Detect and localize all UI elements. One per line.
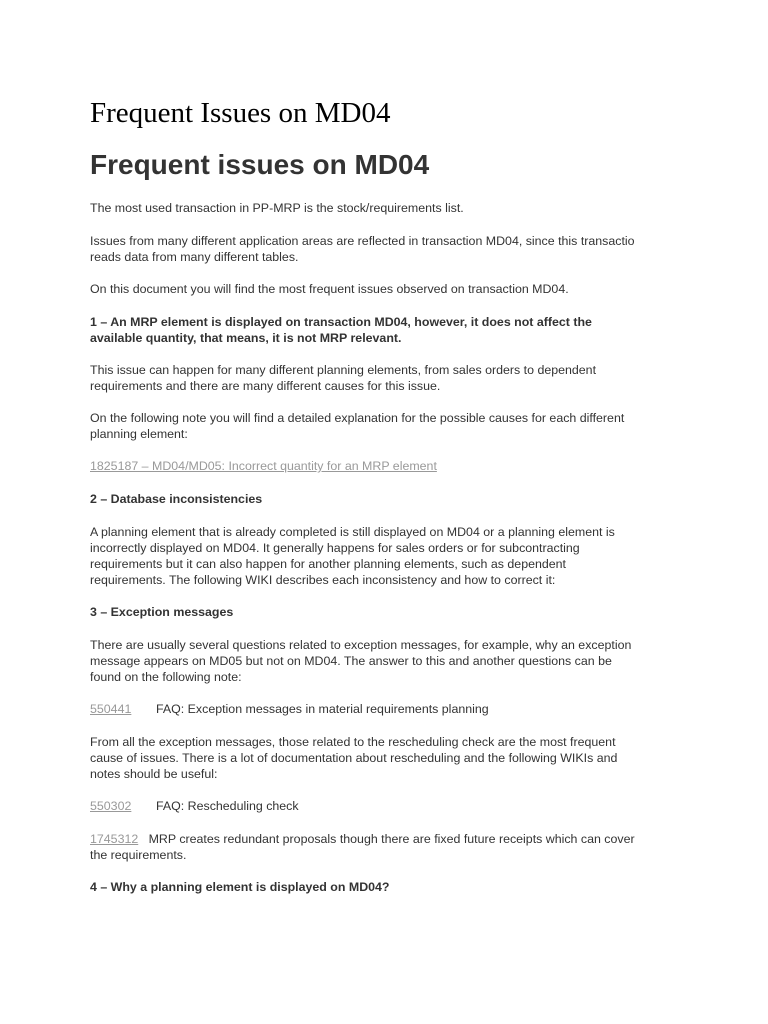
note-1825187-link[interactable]: 1825187 – MD04/MD05: Incorrect quantity for an MRP element [90, 459, 437, 473]
note-1745312-text-line-1: MRP creates redundant proposals though there are fixed future receipts which can cover [148, 832, 635, 846]
section-3-heading: 3 – Exception messages [90, 605, 234, 619]
section-3-paragraph-1: There are usually several questions related to exception messages, for example, why an exception message appears on MD05 but not on MD04. The answer to this and another questions can be found on the following note: [90, 638, 632, 684]
section-3-note-550441 [90, 701, 768, 717]
intro-paragraph-1: The most used transaction in PP-MRP is the stock/requirements list. [90, 201, 464, 215]
section-1-paragraph-2: On the following note you will find a detailed explanation for the possible causes for each different planning element: [90, 411, 625, 441]
section-2-heading: 2 – Database inconsistencies [90, 492, 263, 506]
main-heading: Frequent issues on MD04 [90, 149, 430, 180]
document-page [90, 0, 768, 1024]
document-title: Frequent Issues on MD04 [90, 97, 391, 129]
section-2-paragraph: A planning element that is already completed is still displayed on MD04 or a planning element is incorrectly displayed on MD04. It generally happens for sales orders or for subcontracting requirements but it can also happen for another planning elements, such as dependent requirements. The following WIKI describes each inconsistency and how to correct it: [90, 525, 615, 587]
section-4-heading: 4 – Why a planning element is displayed on MD04? [90, 880, 390, 894]
section-3-paragraph-2: From all the exception messages, those related to the rescheduling check are the most frequent cause of issues. There is a lot of documentation about rescheduling and the following WIKIs and notes should be useful: [90, 735, 618, 781]
note-1745312-link[interactable]: 1745312 [90, 832, 139, 846]
note-550302-link[interactable]: 550302 [90, 799, 132, 813]
note-550441-link[interactable]: 550441 [90, 702, 132, 716]
intro-paragraph-2: Issues from many different application areas are reflected in transaction MD04, since this transactio reads data from many different tables. [90, 234, 635, 264]
section-3-note-550302 [90, 798, 768, 814]
note-550302-text: FAQ: Rescheduling check [156, 799, 299, 813]
section-1-paragraph-1: This issue can happen for many different planning elements, from sales orders to dependent requirements and there are many different causes for this issue. [90, 363, 597, 393]
note-550441-text: FAQ: Exception messages in material requirements planning [156, 702, 489, 716]
section-1-heading: 1 – An MRP element is displayed on transaction MD04, however, it does not affect the available quantity, that means, it is not MRP relevant. [90, 315, 592, 345]
section-3-note-1745312 [90, 831, 768, 863]
note-1745312-text-line-2: the requirements. [90, 848, 187, 862]
intro-paragraph-3: On this document you will find the most frequent issues observed on transaction MD04. [90, 282, 569, 296]
section-1-note [90, 458, 768, 474]
document-body [90, 200, 768, 912]
